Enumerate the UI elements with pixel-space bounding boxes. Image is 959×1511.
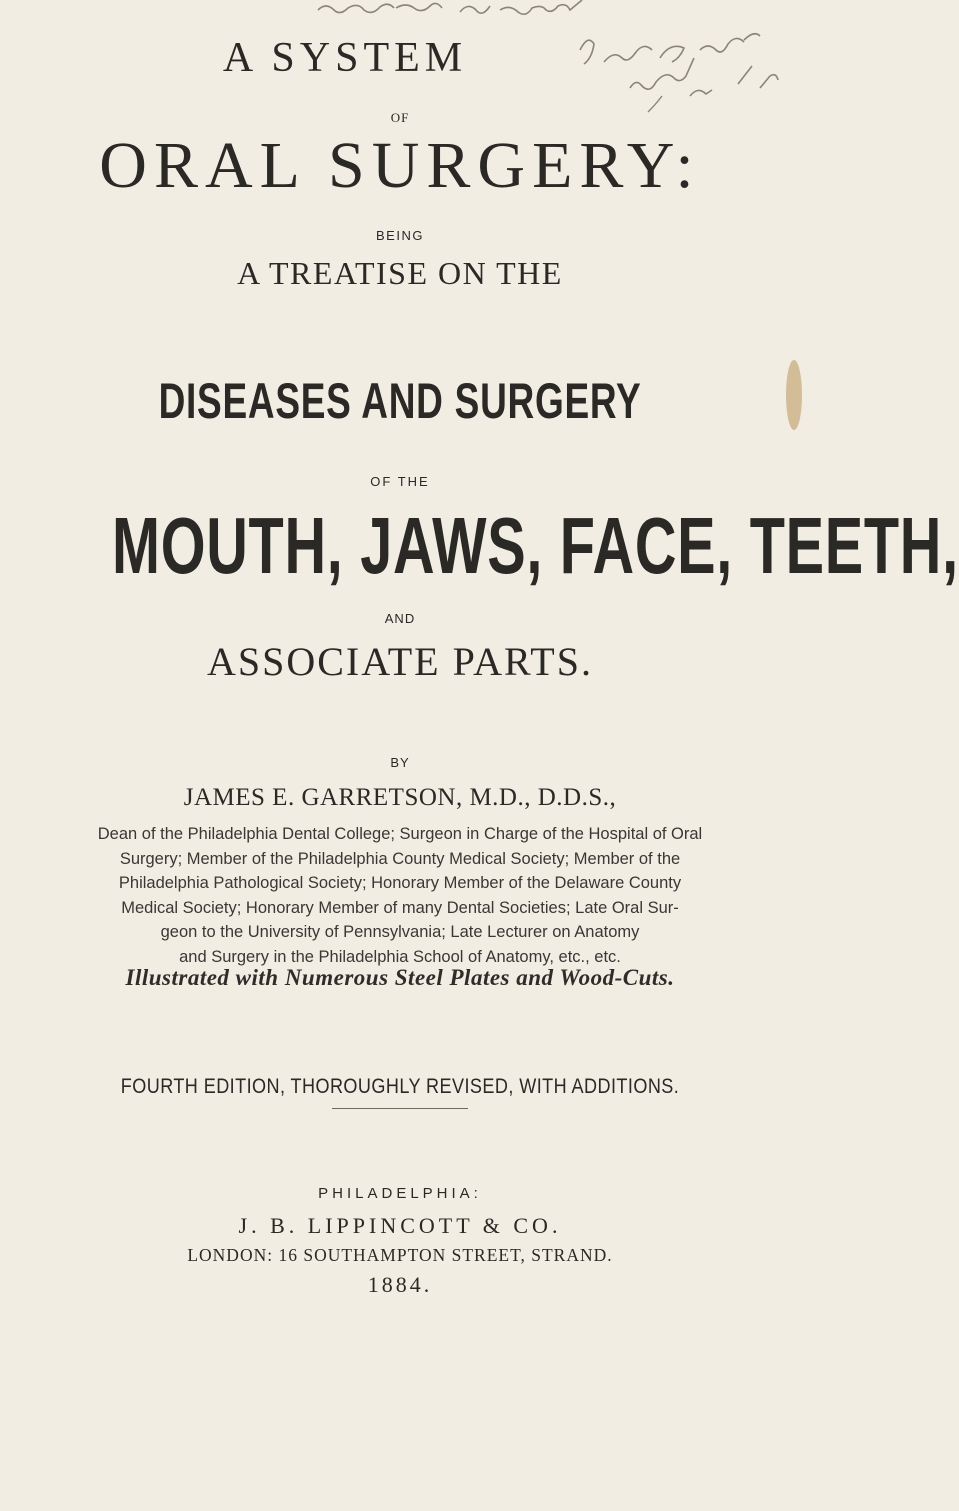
publication-year: 1884. bbox=[367, 1272, 433, 1297]
author-credentials bbox=[0, 822, 800, 969]
foxing-stain bbox=[786, 360, 802, 430]
being-label: BEING bbox=[376, 228, 424, 243]
credentials-line: geon to the University of Pennsylvania; Late Lecturer on Anatomy bbox=[160, 923, 640, 941]
credentials-line: Medical Society; Honorary Member of many Dental Societies; Late Oral Sur- bbox=[121, 898, 679, 917]
credentials-line: Dean of the Philadelphia Dental College; Surgeon in Charge of the Hospital of Oral bbox=[97, 825, 703, 843]
publisher-name: J. B. LIPPINCOTT & CO. bbox=[238, 1213, 562, 1238]
edition-statement: FOURTH EDITION, THOROUGHLY REVISED, WITH ADDITIONS. bbox=[120, 1075, 680, 1098]
and-label: AND bbox=[384, 611, 416, 626]
by-label: BY bbox=[390, 755, 410, 770]
title-line-system: A SYSTEM bbox=[222, 35, 468, 81]
publication-place: PHILADELPHIA: bbox=[318, 1185, 482, 1202]
subtitle-diseases: DISEASES AND SURGERY bbox=[158, 373, 642, 429]
illustrations-note: Illustrated with Numerous Steel Plates and Wood-Cuts. bbox=[125, 965, 675, 990]
credentials-line: Surgery; Member of the Philadelphia County Medical Society; Member of the bbox=[119, 849, 681, 868]
subtitle-parts-list: MOUTH, JAWS, FACE, TEETH, bbox=[112, 501, 959, 590]
author-name: JAMES E. GARRETSON, M.D., D.D.S., bbox=[183, 784, 617, 811]
title-of: OF bbox=[390, 110, 410, 125]
of-the-label: OF THE bbox=[370, 474, 430, 489]
subtitle-treatise: A TREATISE ON THE bbox=[237, 255, 563, 291]
credentials-line: and Surgery in the Philadelphia School of Anatomy, etc., etc. bbox=[179, 947, 621, 966]
subtitle-associate-parts: ASSOCIATE PARTS. bbox=[206, 639, 593, 684]
divider-rule bbox=[332, 1108, 468, 1109]
london-address: LONDON: 16 SOUTHAMPTON STREET, STRAND. bbox=[187, 1245, 613, 1265]
credentials-line: Philadelphia Pathological Society; Honorary Member of the Delaware County bbox=[118, 874, 682, 892]
main-title: ORAL SURGERY: bbox=[99, 129, 701, 202]
